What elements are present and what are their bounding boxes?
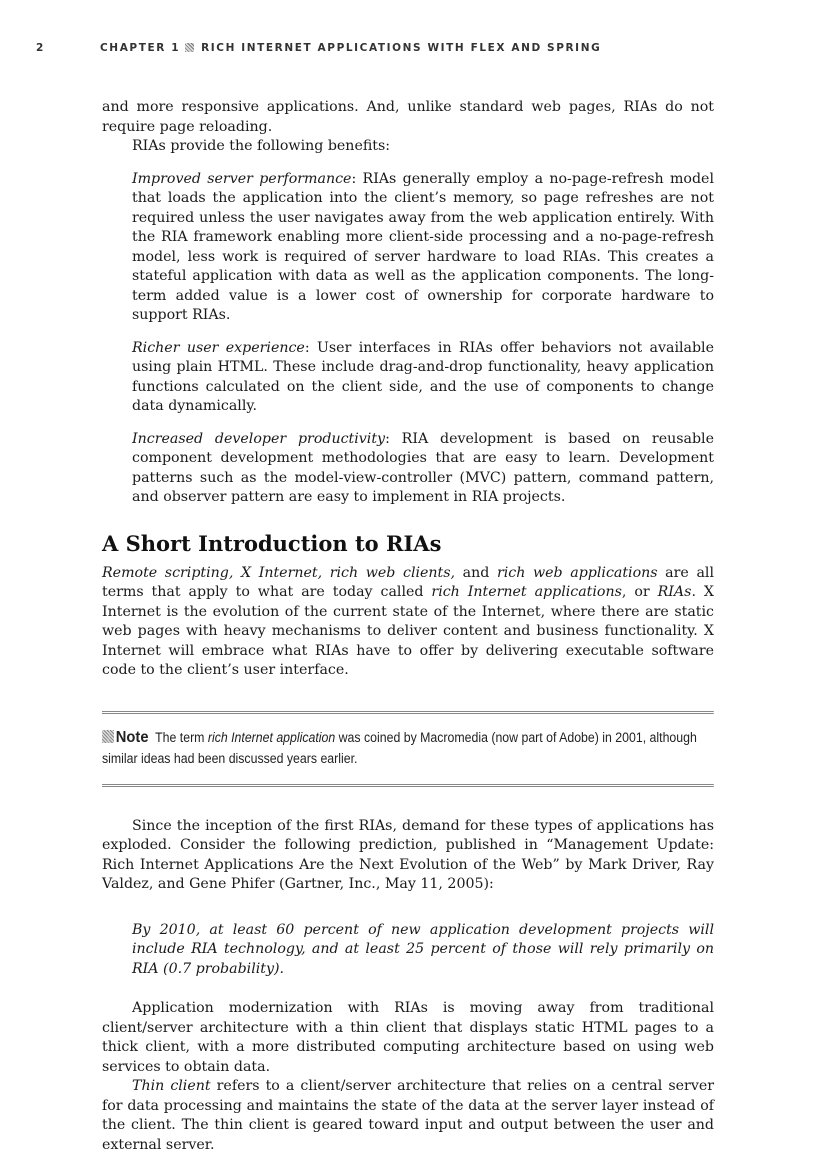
running-header [36, 42, 776, 54]
paragraph-demand: Since the inception of the first RIAs, demand for these types of applications has exploded. Consider the following prediction, published in “Management Update: Rich Internet Applications Are the Next Evolution of the Web” by Mark Driver, Ray Valdez, and Gene Phifer (Gartner, Inc., May 11, 2005): [102, 817, 714, 892]
note-term: rich Internet application [207, 729, 336, 745]
gartner-quote: By 2010, at least 60 percent of new application development projects will include RIA technology, and at least 25 percent of those will rely primarily on RIA (0.7 probability). [132, 921, 714, 977]
chapter-label: CHAPTER 1 [100, 42, 181, 54]
note-icon [102, 730, 114, 743]
paragraph-intro [102, 564, 714, 681]
page-number: 2 [36, 42, 45, 54]
intro-term: Remote scripting, X Internet, rich web clients, [102, 564, 456, 581]
paragraph-modernization: Application modernization with RIAs is moving away from traditional client/server architecture with a thin client that displays static HTML pages to a thick client, with a more distributed computing architecture based on using web services to obtain data. [102, 1000, 714, 1075]
thin-client-term: Thin client [132, 1078, 211, 1094]
note-text: was coined by Macromedia (now part of Adobe) in 2001, although similar ideas had been discussed years earlier. [102, 729, 697, 766]
benefit-developer-productivity [132, 430, 714, 508]
intro-text: are all terms that apply to what are today called [102, 564, 714, 600]
benefit-text: : User interfaces in RIAs offer behaviors not available using plain HTML. These include drag-and-drop functionality, heavy application functions calculated on the client side, and the use of components to change data dynamically. [132, 339, 714, 414]
intro-text: , or [621, 584, 658, 600]
intro-term: RIAs [657, 584, 692, 600]
note-text: The term [155, 729, 208, 745]
intro-text: . X Internet is the evolution of the current state of the Internet, where there are static web pages with heavy mechanisms to deliver content and business functionality. X Internet will embrace what RIAs have to offer by delivering executable software code to the client’s user interface. [102, 584, 714, 678]
note-label: Note [115, 728, 149, 746]
benefit-term: Richer user experience [132, 339, 305, 356]
thin-client-text: refers to a client/server architecture that relies on a central server for data processing and maintains the state of the data at the server layer instead of the client. The thin client is geared toward input and output between the user and external server. [102, 1078, 715, 1153]
paragraph-benefits-intro: RIAs provide the following benefits: [132, 138, 391, 154]
benefit-text: : RIA development is based on reusable component development methodologies that are easy to learn. Development patterns such as the model-view-controller (MVC) pattern, command pattern, and observer pattern are easy to implement in RIA projects. [132, 430, 714, 505]
header-separator-icon [185, 43, 194, 52]
benefit-term: Improved server performance [132, 170, 352, 187]
paragraph-continued: and more responsive applications. And, unlike standard web pages, RIAs do not require page reloading. [102, 99, 714, 135]
chapter-title: RICH INTERNET APPLICATIONS WITH FLEX AND SPRING [201, 42, 602, 54]
benefit-text: : RIAs generally employ a no-page-refresh model that loads the application into the client’s memory, so page refreshes are not required unless the user navigates away from the web application entirely. With the RIA framework enabling more client-side processing and a no-page-refresh model, less work is required of server hardware to load RIAs. This creates a stateful application with data as well as the application components. The long-term added value is a lower cost of ownership for corporate hardware to support RIAs. [132, 170, 714, 323]
paragraph-thin-client [102, 1077, 714, 1155]
note-box [102, 711, 713, 787]
intro-term: rich Internet applications [431, 584, 622, 600]
page-body [102, 98, 714, 1155]
benefit-server-performance [132, 170, 714, 326]
benefit-term: Increased developer productivity [132, 430, 386, 447]
intro-term: rich web applications [496, 564, 658, 581]
benefit-user-experience [132, 339, 714, 417]
section-heading: A Short Introduction to RIAs [102, 530, 442, 556]
intro-text: and [455, 564, 497, 581]
